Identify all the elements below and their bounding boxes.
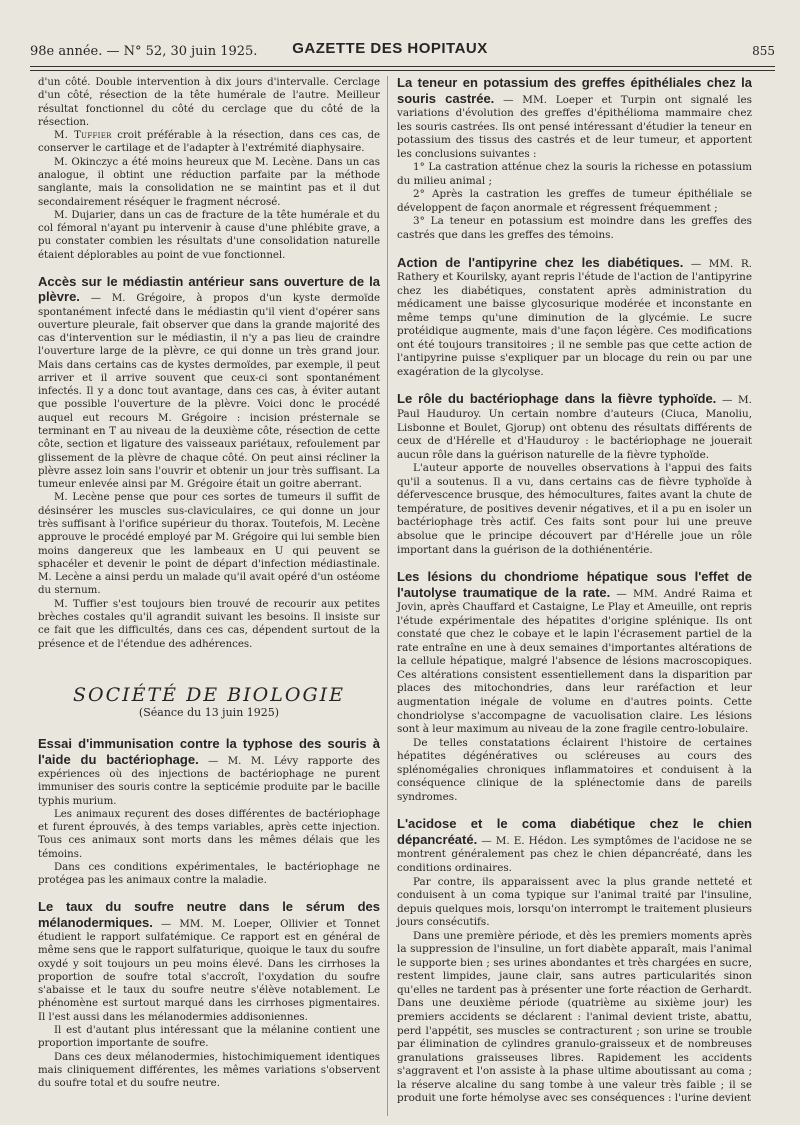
section-acidose: [397, 817, 752, 875]
journal-title: GAZETTE DES HOPITAUX: [292, 40, 488, 57]
paragraph: d'un côté. Double intervention à dix jours d'intervalle. Cerclage d'un côté, résection de la tête humérale de l'autre. Meilleur résultat fonctionnel du côté du cerclage que du côté de la résection.: [38, 77, 380, 128]
section-title: Essai d'immunisation contre la typhose des souris à l'aide du bactériophage.: [38, 736, 380, 767]
paragraph: Par contre, ils apparaissent avec la plus grande netteté et conduisent à un coma typique sur l'animal traité par l'insuline, depuis quelques mois, lorsqu'on interrompt le traitement plusieurs jours consécutifs.: [397, 875, 752, 929]
page-header: [30, 40, 775, 62]
list-item: 2° Après la castration les greffes de tumeur épithéliale se développent de façon anormale et régressent fréquemment ;: [397, 188, 752, 214]
section-text: — MM. M. Loeper, Ollivier et Tonnet étudient le rapport sulfatémique. Ce rapport est en général de même sens que le rapport sulfaturique, quoique le taux du soufre oxydé y soit toujours un peu moins élevé. Dans les cirrhoses la proportion de soufre total s'accroît, l'oxydation du soufre s'abaisse et le taux du soufre neutre s'élève notablement. Le phénomène est surtout marqué dans les cirrhoses pigmentaires. Il l'est aussi dans les mélanodermies addisoniennes.: [38, 918, 380, 1023]
session-date: (Séance du 13 juin 1925): [138, 706, 280, 720]
paragraph-text: croit préférable à la résection, dans ces cas, de conserver le cartilage et de l'adapter à l'extrémité diaphysaire.: [38, 130, 380, 155]
section-text: — M. Paul Hauduroy. Un certain nombre d'auteurs (Ciuca, Manoliu, Lisbonne et Boulet, Gjorup) ont obtenu des résultats différents de ceux de d'Hérelle et d'Hauduroy : le bactériophage ne jouerait aucun rôle dans la guérison naturelle de la fièvre typhoïde.: [397, 394, 752, 461]
section-text: — M. E. Hédon. Les symptômes de l'acidose ne se montrent généralement pas chez le chien dépancréaté, dans les conditions ordinaires.: [397, 834, 752, 874]
issue-info: 98e année. — N° 52, 30 juin 1925.: [30, 44, 258, 59]
header-rule: [30, 66, 775, 67]
list-item: 1° La castration atténue chez la souris la richesse en potassium du milieu animal ;: [397, 161, 752, 187]
paragraph: M. Dujarier, dans un cas de fracture de la tête humérale et du col fémoral n'ayant pu intervenir à cause d'une phlébite grave, a pu constater combien les résultats d'une consolidation naturelle étaient déplorables au point de vue fonctionnel.: [38, 209, 380, 261]
section-potassium: [397, 76, 752, 161]
left-column: [38, 76, 380, 1090]
paragraph: Dans ces deux mélanodermies, histochimiquement identiques mais cliniquement différentes, les mêmes variations s'observent du soufre total et du soufre neutre.: [38, 1051, 380, 1090]
paragraph: L'auteur apporte de nouvelles observations à l'appui des faits qu'il a soutenus. Il a vu, dans certains cas de fièvre typhoïde à défervescence brusque, des hémocultures, faites avant la chute de température, de positives devenir négatives, et il a pu en isoler un bactériophage très actif. Ces faits sont pour lui une preuve absolue que le principe découvert par d'Hérelle joue un rôle important dans la guérison de la dothiénentérie.: [397, 462, 752, 556]
paragraph: Les animaux reçurent des doses différentes de bactériophage et furent éprouvés, à des temps variables, après cette injection. Tous ces animaux sont morts dans les mêmes délais que les témoins.: [38, 808, 380, 860]
section-text: — MM. R. Rathery et Kourilsky, ayant repris l'étude de l'action de l'antipyrine chez les diabétiques, constatent après administration du médicament une baisse glycosurique modérée et inconstante en même temps qu'une diminution de la glycémie. Le sucre protéidique augmente, mais d'une façon légère. Ces modifications ont été toujours transitoires ; il ne semble pas que cette action de l'antipyrine puisse s'expliquer par un blocage du rein ou par une exagération de la glycolyse.: [397, 257, 752, 378]
section-title: L'acidose et le coma diabétique chez le chien dépancréaté.: [397, 816, 752, 847]
section-text: — M. Grégoire, à propos d'un kyste dermoïde spontanément infecté dans le médiastin qu'il vient d'opérer sans ouverture pleurale, fait observer que dans la grande majorité des cas d'intervention sur le médiastin, il n'y a pas lieu de craindre l'ouverture large de la plèvre, ce qui donne un très grand jour. Mais dans certains cas de kystes dermoïdes, par exemple, il peut arriver et il arrive souvent que ceux-ci sont spontanément infectés. Il y a donc tout avantage, dans ces cas, à éviter autant que possible l'ouverture de la plèvre. Voici donc le procédé auquel eut recours M. Grégoire : incision présternale se terminant en T au niveau de la deuxième côte, résection de cette côte, section et ligature des vaisseaux pariétaux, refoulement par glissement de la plèvre de chaque côté. On peut ainsi récliner la plèvre assez loin sans l'ouvrir et obtenir un jour très suffisant. La tumeur enlevée ainsi par M. Grégoire était un goitre aberrant.: [38, 293, 380, 491]
section-title: La teneur en potassium des greffes épithéliales chez la souris castrée.: [397, 75, 752, 106]
section-title: Action de l'antipyrine chez les diabétiques.: [397, 254, 684, 270]
section-grégoire: [38, 275, 380, 492]
list-item: 3° La teneur en potassium est moindre dans les greffes des castrés que dans les greffes des témoins.: [397, 215, 752, 242]
section-soufre: [38, 900, 380, 1024]
section-antipyrine: [397, 256, 752, 380]
society-heading: SOCIÉTÉ DE BIOLOGIE: [72, 683, 346, 706]
paragraph: De telles constatations éclairent l'histoire de certaines hépatites dégénératives ou scléreuses au cours des splénomégalies chroniques inflammatoires et conduisent à la conséquence clinique de la splénectomie dans de pareils syndromes.: [397, 736, 752, 803]
section-text: — MM. André Raima et Jovin, après Chauffard et Castaigne, Le Play et Ameuille, ont repris l'étude expérimentale des hépatites d'origine splénique. Ils ont constaté que chez le cobaye et le lapin l'écrasement partiel de la rate entraîne en une à deux semaines d'importantes altérations de la cellule hépatique, malgré l'absence de lésions macroscopiques. Ces altérations consistent essentiellement dans la disparition par places des mitochondries, dans leur raréfaction et leur augmentation inégale de volume en d'autres points. Cette chondriolyse s'accompagne de vacuolisation claire. Les lésions sont à leur maximum au niveau de la zone fragile centro-lobulaire.: [397, 587, 752, 736]
paragraph: M. Tuffier s'est toujours bien trouvé de recourir aux petites brèches costales qu'il agrandit suivant les besoins. Il insiste sur ce fait que les difficultés, dans ces cas, dépendent surtout de la présence et de l'étendue des adhérences.: [38, 598, 380, 650]
section-immunisation: [38, 737, 380, 807]
column-divider: [387, 76, 388, 1116]
header-rule-double: [30, 70, 775, 71]
section-chondriome: [397, 570, 752, 737]
paragraph: M. Lecène pense que pour ces sortes de tumeurs il suffit de désinsérer les muscles sus-claviculaires, ce qui donne un jour très suffisant à l'orifice supérieur du thorax. Toutefois, M. Lecène approuve le procédé employé par M. Grégoire qui lui semble bien moins dangereux que les lambeaux en U qui peuvent se sphacéler et devenir le point de départ d'infection médiastinale. M. Lecène a ainsi perdu un malade qu'il avait opéré d'un ostéome du sternum.: [38, 492, 380, 597]
section-title: Les lésions du chondriome hépatique sous l'effet de l'autolyse traumatique de la rate.: [397, 569, 752, 600]
section-title: Le rôle du bactériophage dans la fièvre typhoïde.: [397, 391, 717, 407]
section-title: Le taux du soufre neutre dans le sérum des mélanodermiques.: [38, 899, 380, 930]
paragraph: Il est d'autant plus intéressant que la mélanine contient une proportion importante de soufre.: [38, 1025, 380, 1050]
section-text: — M. M. Lévy rapporte des expériences où des injections de bactériophage ne purent immuniser des souris contre la septicémie produite par le bacille typhis murium.: [38, 755, 380, 807]
section-title: Accès sur le médiastin antérieur sans ouverture de la plèvre.: [38, 273, 380, 305]
paragraph: Dans ces conditions expérimentales, le bactériophage ne protégea pas les animaux contre la maladie.: [38, 861, 380, 887]
section-bacteriophage: [397, 392, 752, 462]
paragraph: [38, 129, 380, 156]
page-number: 855: [752, 44, 775, 58]
person-name: M. Tuffier: [54, 130, 112, 142]
right-column: [397, 76, 752, 1106]
paragraph: M. Okinczyc a été moins heureux que M. Lecène. Dans un cas analogue, il obtint une réduction parfaite par la méthode sanglante, mais la consolidation ne se maintint pas et il dut secondairement réséquer le fragment nécrosé.: [38, 156, 380, 208]
section-text: — MM. Loeper et Turpin ont signalé les variations d'évolution des greffes d'épithélioma mammaire chez les souris castrées. Ils ont pensé intéressant d'étudier la teneur en potassium des tissus des castrés et de leur tumeur, et apportent les conclusions suivantes :: [397, 93, 752, 160]
paragraph: Dans une première période, et dès les premiers moments après la suppression de l'insuline, un fort diabète apparaît, mais l'animal le supporte bien ; ses urines abondantes et très chargées en sucre, restent limpides, jaune clair, sans autres particularités sinon qu'elles ne tardent pas à présenter une forte réaction de Gerhardt. Dans une deuxième période (quatrième au sixième jour) les premiers accidents se déclarent : l'animal devient triste, abattu, perd l'appétit, ses muscles se contracturent ; son urine se trouble par élimination de cylindres granulo-graisseux et de nombreuses granulations graisseuses libres. Rapidement les accidents s'aggravent et l'on assiste à la phase ultime aboutissant au coma ; la réserve alcaline du sang tombe à une valeur très faible ; il se produit une forte hémolyse avec ses conséquences : l'urine devient: [397, 929, 752, 1105]
